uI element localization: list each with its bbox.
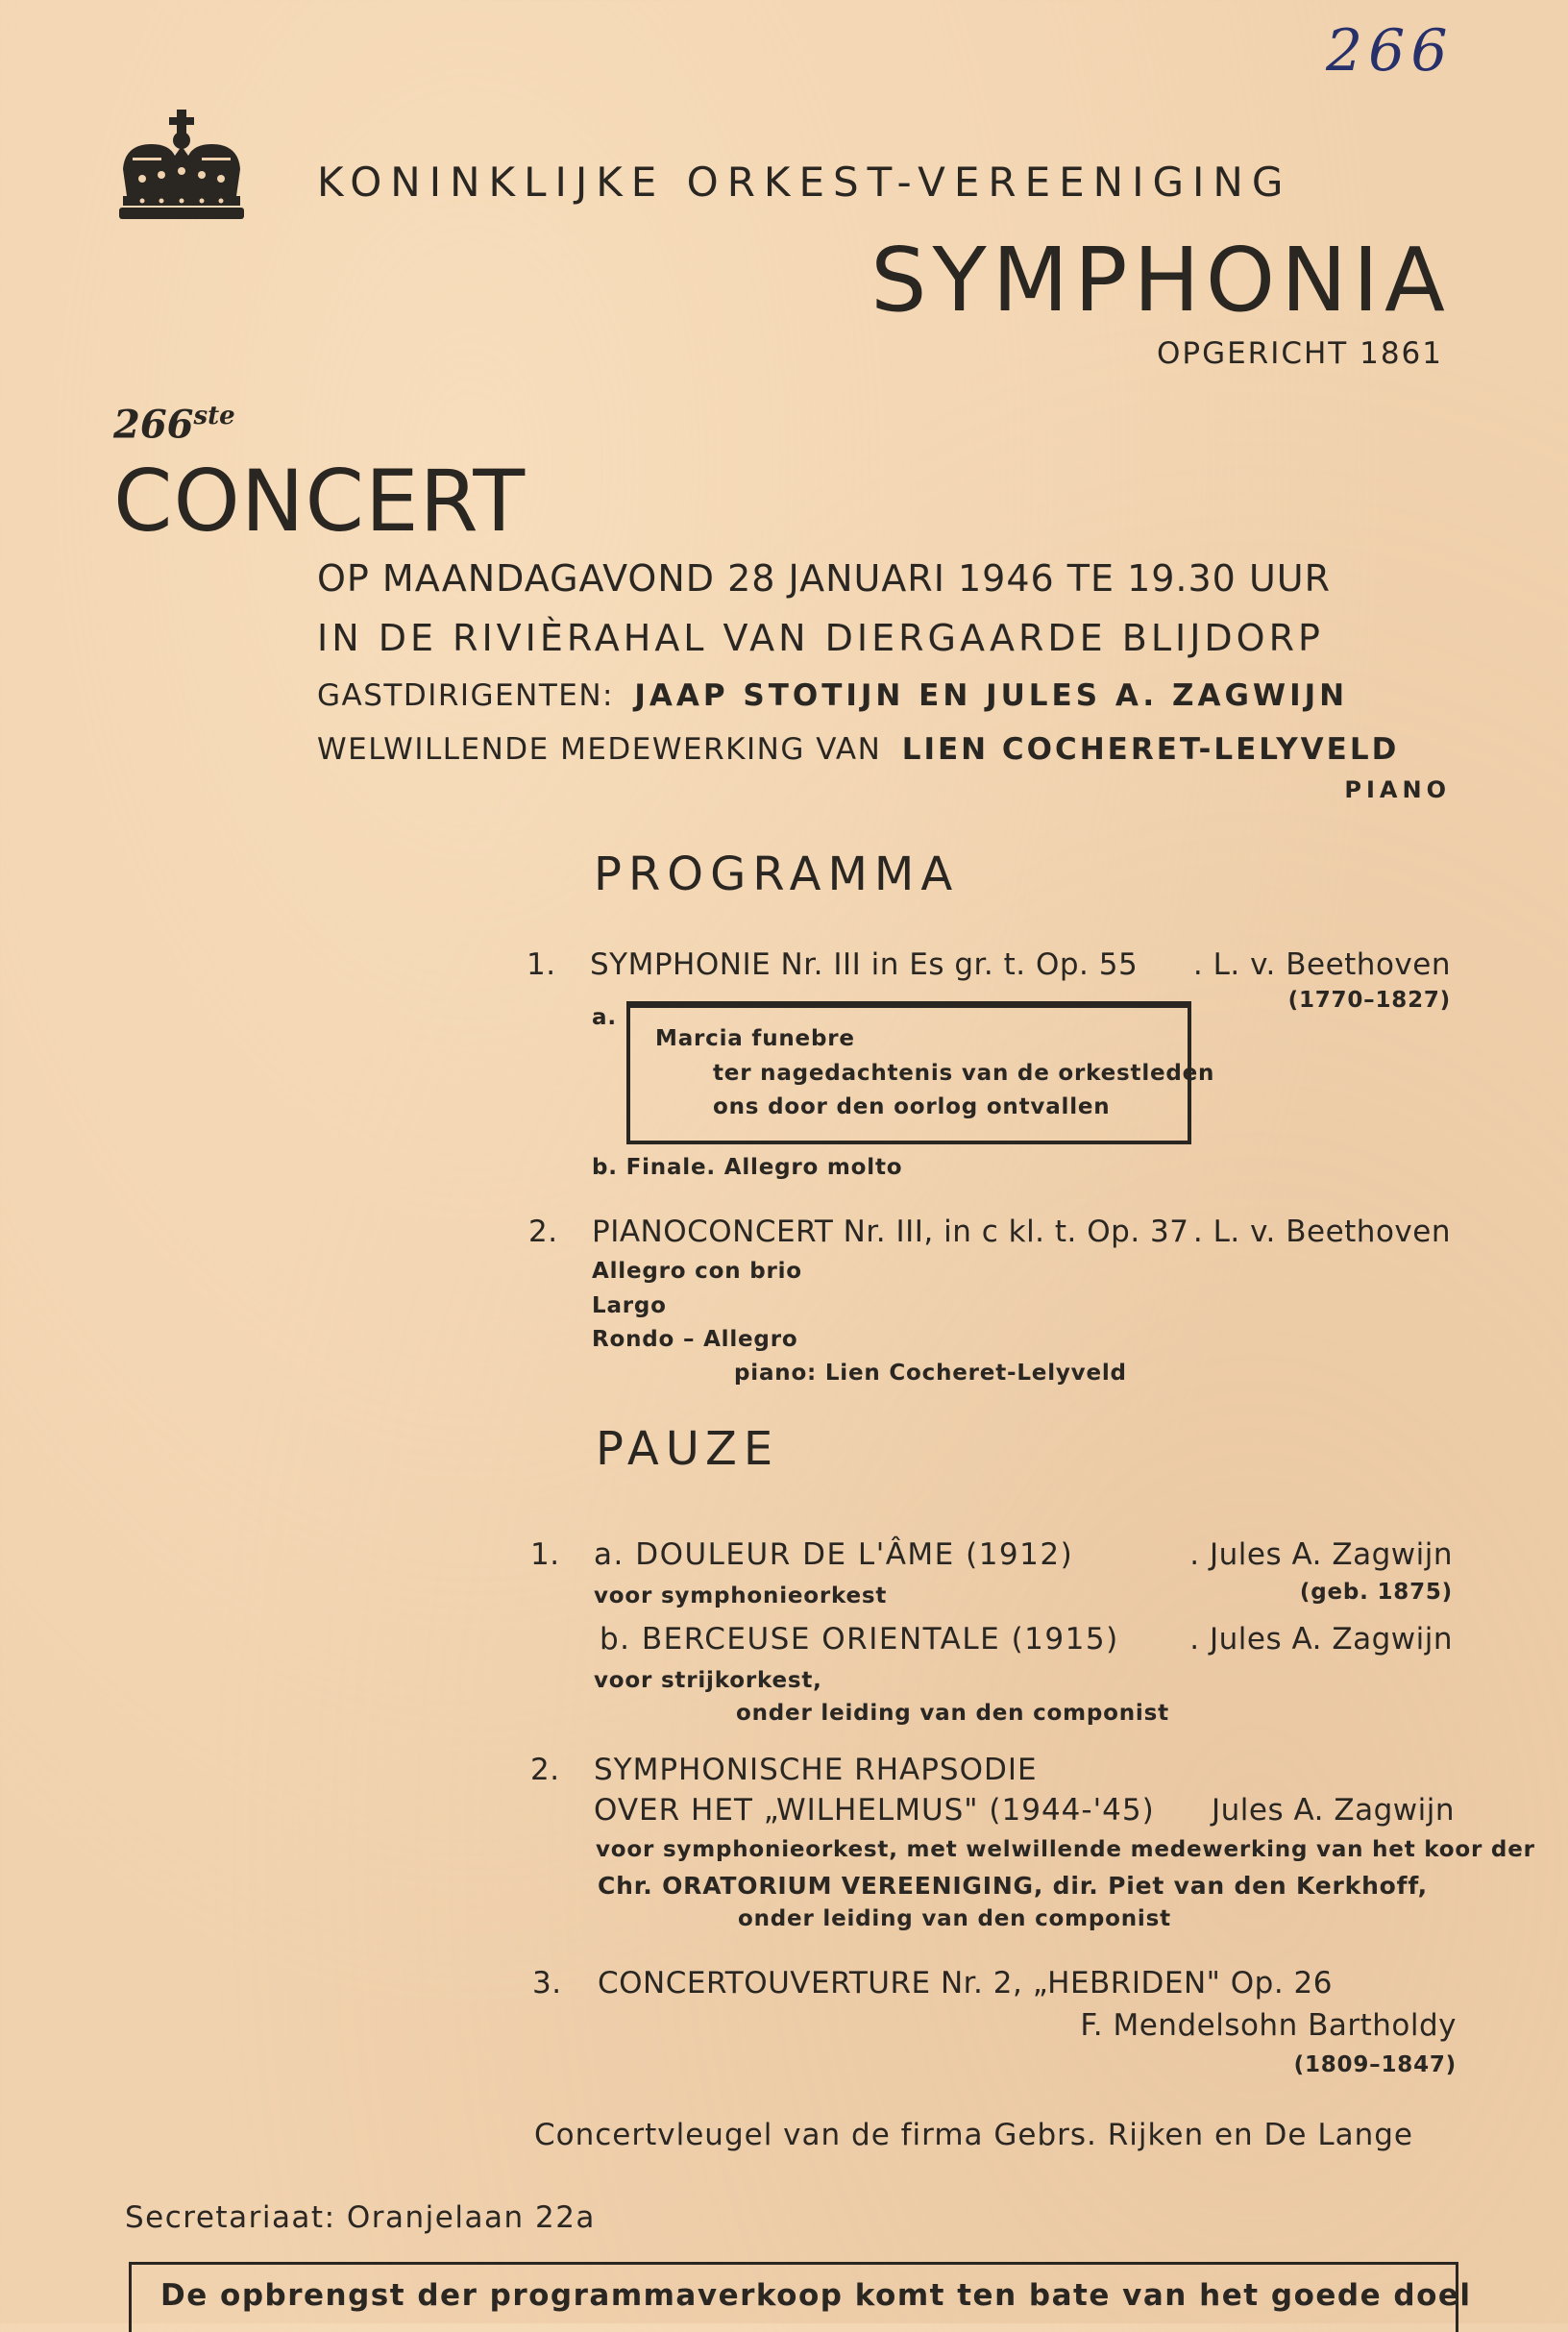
- program-item-number: 3.: [532, 1966, 562, 2001]
- program-item-number: 2.: [528, 1215, 558, 1249]
- pauze-heading: PAUZE: [596, 1422, 780, 1476]
- movement: Rondo – Allegro: [592, 1327, 798, 1352]
- program-item-title: a. DOULEUR DE L'ÂME (1912): [594, 1537, 1074, 1572]
- program-item-title: OVER HET „WILHELMUS" (1944-'45): [594, 1793, 1155, 1828]
- date-line: OP MAANDAGAVOND 28 JANUARI 1946 TE 19.30 UUR: [317, 557, 1331, 600]
- program-note: Chr. ORATORIUM VEREENIGING, dir. Piet van den Kerkhoff,: [598, 1872, 1428, 1900]
- memorial-line: Marcia funebre: [655, 1026, 855, 1051]
- program-note: voor symphonieorkest, met welwillende medewerking van het koor der: [596, 1837, 1535, 1862]
- venue-line: IN DE RIVIÈRAHAL VAN DIERGAARDE BLIJDORP: [317, 617, 1324, 659]
- composer-years: (1770–1827): [1287, 988, 1451, 1013]
- conductors-line: [317, 678, 1348, 713]
- program-lead: onder leiding van den componist: [738, 1906, 1171, 1931]
- memorial-line: ter nagedachtenis van de orkestleden: [713, 1061, 1215, 1086]
- soloist-instrument: PIANO: [1344, 776, 1451, 803]
- movement: Allegro con brio: [592, 1259, 802, 1284]
- composer-years: (geb. 1875): [1299, 1580, 1453, 1605]
- program-item-title: SYMPHONIE Nr. III in Es gr. t. Op. 55: [590, 947, 1139, 982]
- conductors-names: JAAP STOTIJN EN JULES A. ZAGWIJN: [634, 678, 1349, 713]
- cooperation-label: WELWILLENDE MEDEWERKING VAN: [317, 732, 882, 767]
- handwritten-number: 266: [1326, 17, 1454, 85]
- cooperation-line: [317, 732, 1399, 767]
- memorial-line: ons door den oorlog ontvallen: [713, 1094, 1111, 1119]
- part-a-label: a.: [592, 1005, 617, 1030]
- concert-number: [113, 402, 235, 447]
- proceeds-note: De opbrengst der programmaverkoop komt ten bate van het goede doel: [160, 2278, 1472, 2313]
- concert-title: CONCERT: [113, 452, 527, 551]
- program-item-composer: . L. v. Beethoven: [1192, 947, 1451, 982]
- movement: Largo: [592, 1293, 667, 1318]
- founded-line: OPGERICHT 1861: [1156, 336, 1443, 371]
- society-line: KONINKLIJKE ORKEST-VEREENIGING: [317, 159, 1292, 206]
- program-note: voor strijkorkest,: [594, 1668, 822, 1693]
- concert-number-value: 266: [113, 402, 194, 448]
- program-item-title: SYMPHONISCHE RHAPSODIE: [594, 1753, 1038, 1787]
- secretariat: Secretariaat: Oranjelaan 22a: [125, 2200, 596, 2235]
- proceeds-box: [129, 2262, 1472, 2332]
- concert-number-suffix: ste: [193, 402, 235, 430]
- program-item-composer: . Jules A. Zagwijn: [1189, 1622, 1453, 1657]
- program-note: voor symphonieorkest: [594, 1583, 888, 1608]
- program-item-composer: . L. v. Beethoven: [1192, 1215, 1451, 1249]
- conductors-label: GASTDIRIGENTEN:: [317, 678, 614, 713]
- program-item-number: 2.: [530, 1753, 560, 1787]
- soloist-line: piano: Lien Cocheret-Lelyveld: [734, 1361, 1127, 1386]
- society-name: SYMPHONIA: [870, 229, 1451, 331]
- program-item-title: CONCERTOUVERTURE Nr. 2, „HEBRIDEN" Op. 26: [598, 1966, 1333, 2001]
- crown-icon: [113, 108, 250, 223]
- piano-note: Concertvleugel van de firma Gebrs. Rijken en De Lange: [534, 2118, 1413, 2152]
- program-item-number: 1.: [527, 947, 556, 982]
- program-item-title: PIANOCONCERT Nr. III, in c kl. t. Op. 37: [592, 1215, 1189, 1249]
- program-item-number: 1.: [530, 1537, 560, 1572]
- part-b-line: b. Finale. Allegro molto: [592, 1155, 903, 1180]
- program-item-composer: Jules A. Zagwijn: [1212, 1793, 1455, 1828]
- composer-years: (1809–1847): [1293, 2052, 1457, 2077]
- program-lead: onder leiding van den componist: [736, 1701, 1169, 1726]
- program-item-title: b. BERCEUSE ORIENTALE (1915): [600, 1622, 1119, 1657]
- programma-heading: PROGRAMMA: [594, 847, 960, 901]
- program-item-composer: . Jules A. Zagwijn: [1189, 1537, 1453, 1572]
- soloist-name: LIEN COCHERET-LELYVELD: [901, 732, 1400, 767]
- program-item-composer: F. Mendelsohn Bartholdy: [1080, 2008, 1457, 2043]
